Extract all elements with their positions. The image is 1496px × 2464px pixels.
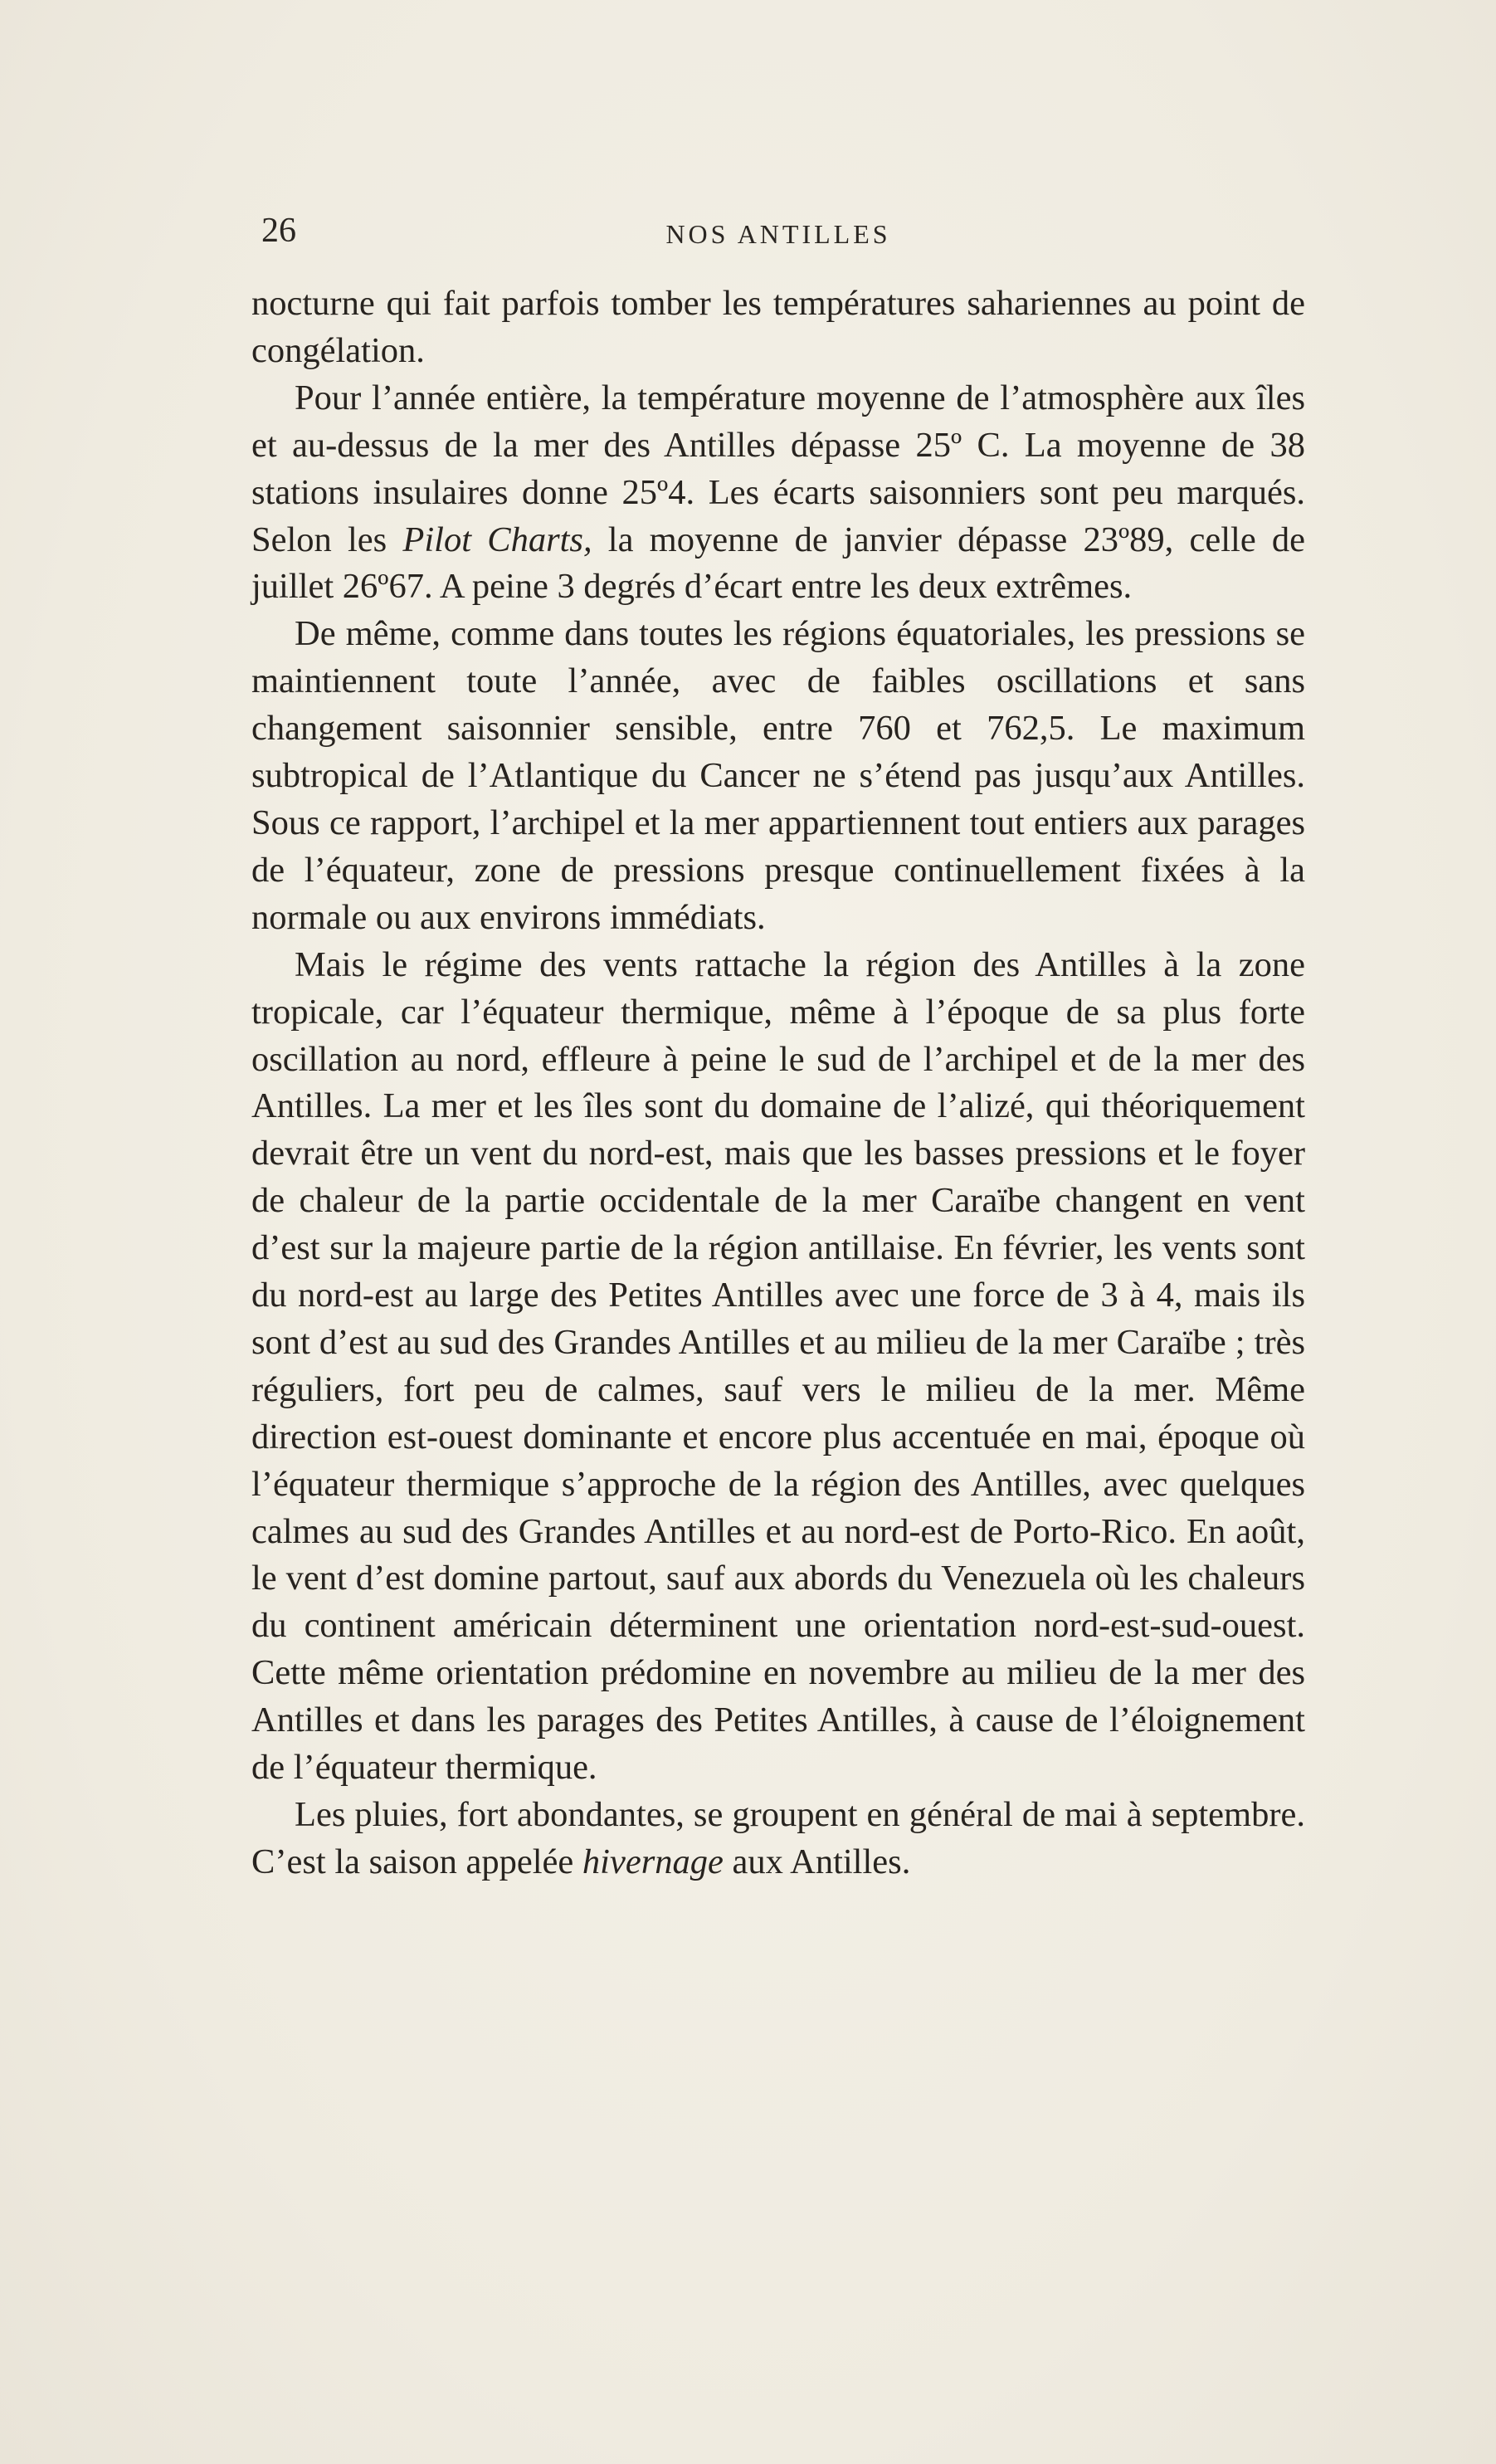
paragraph-1-text: nocturne qui fait parfois tomber les températures sahariennes au point de congélation.	[251, 284, 1305, 370]
paragraph-3-text: De même, comme dans toutes les régions équatoriales, les pressions se maintiennent toute l’année, avec de faibles oscillations et sans changement saisonnier sensible, entre 760 et 762,5. Le maximum subtropical de l’Atlantique du Cancer ne s’étend pas jusqu’aux Antilles. Sous ce rapport, l’archipel et la mer appartiennent tout entiers aux parages de l’équateur, zone de pressions presque continuellement fixées à la normale ou aux environs immédiats.	[251, 614, 1305, 937]
paragraph-1	[251, 281, 1305, 375]
running-title: NOS ANTILLES	[665, 219, 891, 249]
page-number: 26	[261, 212, 296, 250]
paragraph-2	[251, 375, 1305, 612]
page-header	[251, 206, 1305, 256]
paragraph-2-text-b: la moyenne de janvier dépasse 23º89, celle de juillet 26º67. A peine 3 degrés d’écart entre les deux extrêmes.	[251, 520, 1305, 607]
paragraph-5-text-b: aux Antilles.	[723, 1842, 911, 1881]
paragraph-4-text: Mais le régime des vents rattache la région des Antilles à la zone tropicale, car l’équateur thermique, même à l’époque de sa plus forte oscillation au nord, effleure à peine le sud de l’archipel et de la mer des Antilles. La mer et les îles sont du domaine de l’alizé, qui théoriquement devrait être un vent du nord-est, mais que les basses pressions et le foyer de chaleur de la partie occidentale de la mer Caraïbe changent en vent d’est sur la majeure partie de la région antillaise. En février, les vents sont du nord-est au large des Petites Antilles avec une force de 3 à 4, mais ils sont d’est au sud des Grandes Antilles et au milieu de la mer Caraïbe ; très réguliers, fort peu de calmes, sauf vers le milieu de la mer. Même direction est-ouest dominante et encore plus accentuée en mai, époque où l’équateur thermique s’approche de la région des Antilles, avec quelques calmes au sud des Grandes Antilles et au nord-est de Porto-Rico. En août, le vent d’est domine partout, sauf aux abords du Venezuela où les chaleurs du continent américain déterminent une orientation nord-est-sud-ouest. Cette même orientation prédomine en novembre au milieu de la mer des Antilles et dans les parages des Petites Antilles, à cause de l’éloignement de l’équateur thermique.	[251, 944, 1305, 1788]
paragraph-2-text-a: Pour l’année entière, la température moyenne de l’atmosphère aux îles et au-dessus de la mer des Antilles dépasse 25º C. La moyenne de 38 stations insulaires donne 25º4. Les écarts saisonniers sont peu marqués. Selon les	[251, 378, 1305, 559]
body-text	[251, 281, 1305, 1886]
paragraph-5	[251, 1792, 1305, 1886]
paragraph-3	[251, 611, 1305, 941]
paragraph-5-text-a: Les pluies, fort abondantes, se groupent en général de mai à septembre. C’est la saison appelée	[251, 1795, 1305, 1881]
hivernage-term: hivernage	[582, 1842, 724, 1881]
paragraph-4	[251, 942, 1305, 1792]
pilot-charts-title: Pilot Charts,	[402, 520, 592, 559]
